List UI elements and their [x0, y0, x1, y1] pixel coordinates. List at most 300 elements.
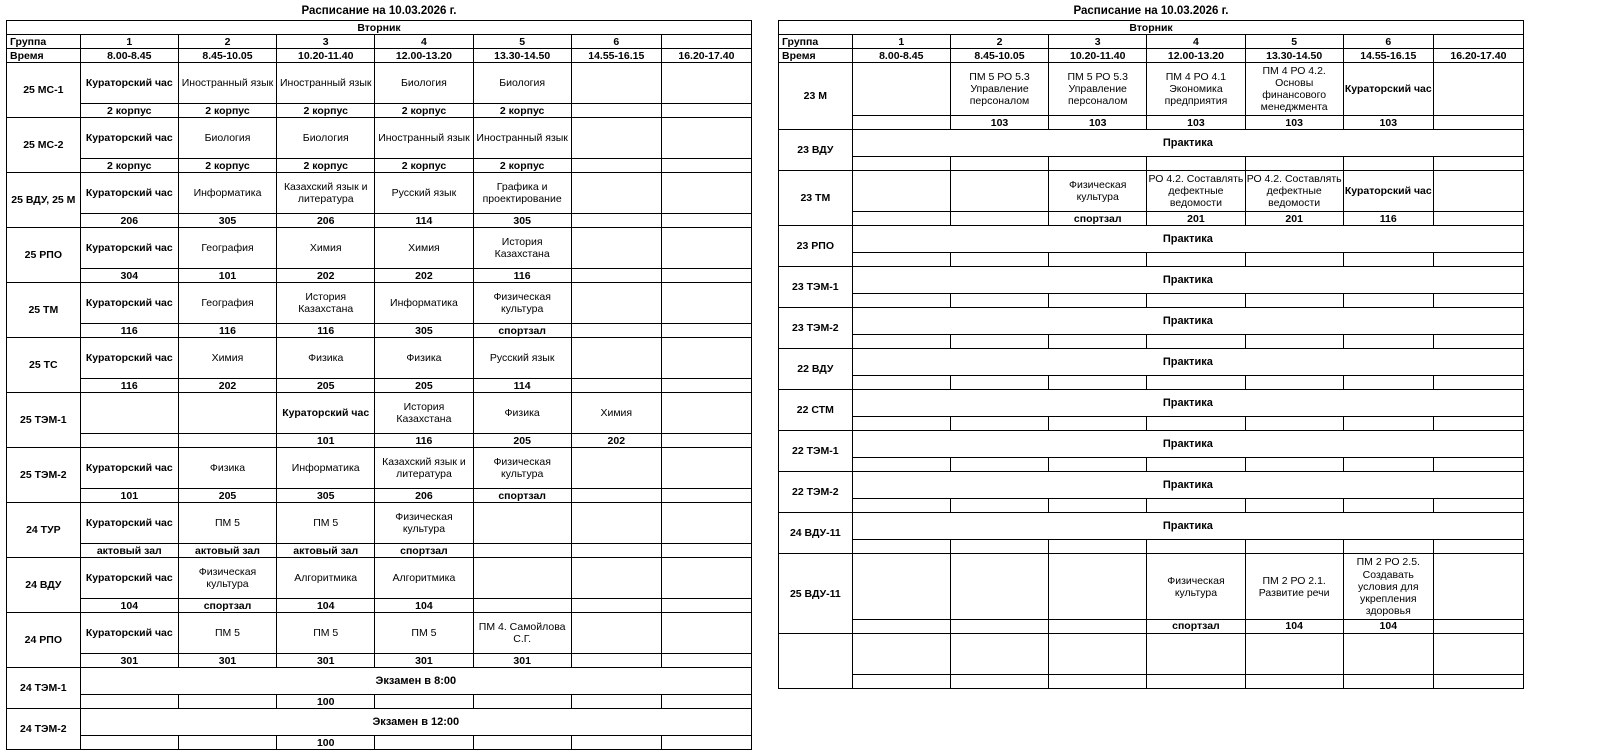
room-cell: 2 корпус — [277, 159, 375, 173]
room-cell: 101 — [178, 269, 276, 283]
right-title: Расписание на 10.03.2026 г. — [1073, 5, 1229, 17]
room-cell — [852, 116, 950, 130]
lesson-cell: Алгоритмика — [277, 558, 375, 599]
room-cell — [852, 540, 950, 554]
lesson-cell — [571, 118, 661, 159]
room-cell: 103 — [1343, 116, 1433, 130]
lesson-cell — [661, 393, 751, 434]
table-row — [779, 63, 1524, 116]
lesson-cell — [178, 393, 276, 434]
lesson-cell — [1433, 554, 1523, 619]
lesson-cell: Химия — [178, 338, 276, 379]
table-row-rooms — [7, 654, 752, 668]
lesson-cell: Кураторский час — [80, 338, 178, 379]
room-cell — [1245, 253, 1343, 267]
lesson-cell: История Казахстана — [473, 228, 571, 269]
time-slot-2: 8.45-10.05 — [950, 49, 1048, 63]
room-cell — [1049, 417, 1147, 431]
room-cell: 301 — [375, 654, 473, 668]
time-slot-2: 8.45-10.05 — [178, 49, 276, 63]
room-cell: спортзал — [375, 544, 473, 558]
room-cell — [852, 253, 950, 267]
table-row — [7, 709, 752, 736]
table-row — [7, 503, 752, 544]
room-cell — [1049, 619, 1147, 633]
room-cell — [1245, 540, 1343, 554]
lesson-cell: ПМ 2 РО 2.1. Развитие речи — [1245, 554, 1343, 619]
group-cell: 25 ТЭМ-1 — [7, 393, 81, 448]
lesson-cell: Графика и проектирование — [473, 173, 571, 214]
lesson-cell — [852, 554, 950, 619]
group-cell: 22 ТЭМ-2 — [779, 472, 853, 513]
time-label: Время — [779, 49, 853, 63]
header-group: Группа — [779, 35, 853, 49]
header-lesson-6: 6 — [1343, 35, 1433, 49]
room-cell — [1343, 253, 1433, 267]
group-cell: 22 ТЭМ-1 — [779, 431, 853, 472]
room-cell — [375, 736, 473, 750]
room-cell — [1245, 294, 1343, 308]
room-cell: 104 — [375, 599, 473, 613]
lesson-cell: Кураторский час — [80, 448, 178, 489]
lesson-cell: Кураторский час — [80, 118, 178, 159]
room-cell — [1245, 335, 1343, 349]
room-cell: 305 — [178, 214, 276, 228]
group-cell: 24 ВДУ-11 — [779, 513, 853, 554]
lesson-cell — [852, 633, 950, 674]
room-cell — [1433, 674, 1523, 688]
room-cell — [852, 674, 950, 688]
lesson-cell: Биология — [473, 63, 571, 104]
span-lesson-cell: Практика — [852, 267, 1523, 294]
span-lesson-cell: Практика — [852, 472, 1523, 499]
room-cell — [1433, 417, 1523, 431]
time-slot-1: 8.00-8.45 — [852, 49, 950, 63]
room-cell — [950, 499, 1048, 513]
table-row — [779, 308, 1524, 335]
lesson-cell: География — [178, 228, 276, 269]
time-slot-7: 16.20-17.40 — [1433, 49, 1523, 63]
room-cell: спортзал — [1049, 212, 1147, 226]
span-lesson-cell: Практика — [852, 431, 1523, 458]
lesson-cell: Физика — [473, 393, 571, 434]
room-cell: 104 — [277, 599, 375, 613]
table-row-rooms — [7, 269, 752, 283]
lesson-cell: ПМ 5 — [178, 503, 276, 544]
room-cell: 201 — [1245, 212, 1343, 226]
time-slot-3: 10.20-11.40 — [1049, 49, 1147, 63]
lesson-cell — [571, 63, 661, 104]
lesson-cell — [661, 558, 751, 599]
room-cell: 100 — [277, 736, 375, 750]
table-row — [779, 349, 1524, 376]
lesson-cell: Физика — [277, 338, 375, 379]
header-lesson-5: 5 — [473, 35, 571, 49]
lesson-cell: ПМ 5 — [375, 613, 473, 654]
room-cell — [661, 269, 751, 283]
room-cell: 2 корпус — [80, 104, 178, 118]
room-cell — [1433, 499, 1523, 513]
day-header-row — [779, 21, 1524, 35]
lesson-cell: Информатика — [277, 448, 375, 489]
table-row-rooms — [779, 376, 1524, 390]
room-cell: 116 — [277, 324, 375, 338]
group-cell: 25 РПО — [7, 228, 81, 283]
lesson-cell — [571, 338, 661, 379]
room-cell — [1343, 540, 1433, 554]
room-cell: 205 — [473, 434, 571, 448]
lesson-cell: Кураторский час — [1343, 63, 1433, 116]
room-cell — [1433, 376, 1523, 390]
room-cell — [1049, 157, 1147, 171]
room-cell — [661, 159, 751, 173]
room-cell: спортзал — [178, 599, 276, 613]
room-cell — [80, 434, 178, 448]
table-row — [7, 228, 752, 269]
room-cell: 301 — [277, 654, 375, 668]
span-lesson-cell: Практика — [852, 308, 1523, 335]
lesson-cell — [950, 171, 1048, 212]
room-cell — [950, 212, 1048, 226]
room-cell — [1147, 294, 1245, 308]
table-row — [7, 63, 752, 104]
lesson-cell — [661, 448, 751, 489]
lesson-cell — [852, 171, 950, 212]
table-row-rooms — [7, 489, 752, 503]
room-cell: 202 — [375, 269, 473, 283]
room-cell: 205 — [277, 379, 375, 393]
lesson-cell: Физическая культура — [375, 503, 473, 544]
right-schedule-table — [778, 20, 1524, 689]
column-header-row — [779, 35, 1524, 49]
room-cell — [1343, 335, 1433, 349]
header-spacer — [1433, 35, 1523, 49]
span-lesson-cell: Практика — [852, 390, 1523, 417]
lesson-cell: Информатика — [375, 283, 473, 324]
room-cell: 2 корпус — [473, 159, 571, 173]
lesson-cell: Кураторский час — [277, 393, 375, 434]
lesson-cell: Кураторский час — [80, 503, 178, 544]
table-row — [779, 554, 1524, 619]
table-row — [779, 130, 1524, 157]
table-row-rooms — [779, 157, 1524, 171]
table-row — [7, 613, 752, 654]
table-row — [7, 448, 752, 489]
table-row-rooms — [7, 736, 752, 750]
room-cell — [1049, 294, 1147, 308]
time-slot-4: 12.00-13.20 — [375, 49, 473, 63]
room-cell — [1147, 376, 1245, 390]
room-cell: 101 — [80, 489, 178, 503]
group-cell: 24 ТЭМ-1 — [7, 668, 81, 709]
lesson-cell: Биология — [277, 118, 375, 159]
room-cell — [1245, 417, 1343, 431]
room-cell — [661, 324, 751, 338]
room-cell — [661, 379, 751, 393]
room-cell: 202 — [277, 269, 375, 283]
group-cell: 25 ТМ — [7, 283, 81, 338]
lesson-cell: Кураторский час — [80, 63, 178, 104]
header-spacer — [661, 35, 751, 49]
lesson-cell: Химия — [375, 228, 473, 269]
table-row — [779, 226, 1524, 253]
day-label: Вторник — [779, 21, 1524, 35]
room-cell: 116 — [80, 379, 178, 393]
table-row-rooms — [779, 294, 1524, 308]
room-cell — [661, 104, 751, 118]
room-cell: 101 — [277, 434, 375, 448]
lesson-cell — [852, 63, 950, 116]
room-cell — [1433, 458, 1523, 472]
table-row-rooms — [779, 335, 1524, 349]
time-label: Время — [7, 49, 81, 63]
room-cell — [852, 417, 950, 431]
room-cell: 305 — [473, 214, 571, 228]
group-cell: 24 ВДУ — [7, 558, 81, 613]
lesson-cell — [661, 613, 751, 654]
lesson-cell — [571, 503, 661, 544]
right-panel — [778, 4, 1524, 750]
room-cell — [1245, 157, 1343, 171]
lesson-cell: Физическая культура — [1147, 554, 1245, 619]
room-cell — [661, 736, 751, 750]
room-cell — [1245, 499, 1343, 513]
room-cell — [1147, 335, 1245, 349]
table-row-rooms — [779, 417, 1524, 431]
lesson-cell — [473, 558, 571, 599]
room-cell: 2 корпус — [178, 104, 276, 118]
span-lesson-cell: Экзамен в 8:00 — [80, 668, 751, 695]
left-panel — [6, 4, 752, 750]
lesson-cell: Иностранный язык — [375, 118, 473, 159]
room-cell: 206 — [277, 214, 375, 228]
table-row — [7, 558, 752, 599]
group-cell: 23 ТЭМ-2 — [779, 308, 853, 349]
room-cell — [571, 654, 661, 668]
lesson-cell: Казахский язык и литература — [277, 173, 375, 214]
lesson-cell: Химия — [571, 393, 661, 434]
lesson-cell: Алгоритмика — [375, 558, 473, 599]
table-row — [7, 173, 752, 214]
room-cell — [473, 736, 571, 750]
lesson-cell — [80, 393, 178, 434]
lesson-cell — [571, 448, 661, 489]
room-cell — [1245, 674, 1343, 688]
room-cell: 206 — [375, 489, 473, 503]
header-lesson-5: 5 — [1245, 35, 1343, 49]
room-cell — [661, 544, 751, 558]
table-row-rooms — [779, 499, 1524, 513]
table-row-rooms — [779, 253, 1524, 267]
lesson-cell: ПМ 5 — [277, 503, 375, 544]
room-cell — [571, 599, 661, 613]
time-slot-6: 14.55-16.15 — [1343, 49, 1433, 63]
room-cell — [852, 294, 950, 308]
room-cell — [473, 544, 571, 558]
room-cell — [1049, 540, 1147, 554]
group-cell: 25 ВДУ, 25 М — [7, 173, 81, 228]
room-cell — [661, 434, 751, 448]
lesson-cell — [1049, 633, 1147, 674]
table-row — [779, 267, 1524, 294]
room-cell: 116 — [178, 324, 276, 338]
group-cell: 24 ТУР — [7, 503, 81, 558]
room-cell: 104 — [1245, 619, 1343, 633]
table-row-rooms — [7, 434, 752, 448]
lesson-cell: Казахский язык и литература — [375, 448, 473, 489]
room-cell — [571, 104, 661, 118]
room-cell — [1147, 417, 1245, 431]
lesson-cell: ПМ 2 РО 2.5. Создавать условия для укрепления здоровья — [1343, 554, 1433, 619]
table-row-rooms — [7, 159, 752, 173]
table-row — [7, 668, 752, 695]
room-cell — [950, 619, 1048, 633]
room-cell: актовый зал — [80, 544, 178, 558]
room-cell — [950, 417, 1048, 431]
lesson-cell: Русский язык — [473, 338, 571, 379]
room-cell: 103 — [950, 116, 1048, 130]
room-cell — [1343, 294, 1433, 308]
day-header-row — [7, 21, 752, 35]
room-cell — [1049, 253, 1147, 267]
room-cell — [1147, 674, 1245, 688]
group-cell — [779, 633, 853, 688]
room-cell: 304 — [80, 269, 178, 283]
room-cell — [1343, 674, 1433, 688]
room-cell — [1049, 674, 1147, 688]
lesson-cell: Физическая культура — [473, 283, 571, 324]
lesson-cell: История Казахстана — [277, 283, 375, 324]
room-cell: 201 — [1147, 212, 1245, 226]
room-cell — [1049, 458, 1147, 472]
room-cell: 116 — [473, 269, 571, 283]
room-cell — [661, 214, 751, 228]
lesson-cell — [1433, 63, 1523, 116]
room-cell — [661, 654, 751, 668]
room-cell — [661, 489, 751, 503]
room-cell: 103 — [1245, 116, 1343, 130]
room-cell: 205 — [178, 489, 276, 503]
room-cell: 114 — [375, 214, 473, 228]
group-cell: 23 М — [779, 63, 853, 130]
table-row-rooms — [7, 324, 752, 338]
header-lesson-4: 4 — [1147, 35, 1245, 49]
room-cell: спортзал — [473, 489, 571, 503]
table-row — [779, 390, 1524, 417]
group-cell: 23 ТМ — [779, 171, 853, 226]
room-cell: 104 — [80, 599, 178, 613]
room-cell: 205 — [375, 379, 473, 393]
room-cell: 305 — [277, 489, 375, 503]
room-cell: 116 — [375, 434, 473, 448]
time-row — [779, 49, 1524, 63]
time-slot-7: 16.20-17.40 — [661, 49, 751, 63]
span-lesson-cell: Практика — [852, 349, 1523, 376]
room-cell: 114 — [473, 379, 571, 393]
table-row-rooms — [779, 619, 1524, 633]
group-cell: 25 МС-2 — [7, 118, 81, 173]
room-cell: 2 корпус — [277, 104, 375, 118]
group-cell: 25 ВДУ-11 — [779, 554, 853, 633]
table-row — [779, 171, 1524, 212]
table-row-rooms — [7, 214, 752, 228]
room-cell — [1433, 294, 1523, 308]
room-cell: 116 — [80, 324, 178, 338]
lesson-cell: География — [178, 283, 276, 324]
table-row — [7, 338, 752, 379]
room-cell: 100 — [277, 695, 375, 709]
room-cell — [1433, 212, 1523, 226]
table-row-rooms — [779, 212, 1524, 226]
room-cell — [1433, 619, 1523, 633]
lesson-cell: Химия — [277, 228, 375, 269]
lesson-cell — [1433, 171, 1523, 212]
room-cell — [571, 269, 661, 283]
lesson-cell: Кураторский час — [80, 228, 178, 269]
lesson-cell — [661, 338, 751, 379]
room-cell — [1147, 157, 1245, 171]
room-cell — [1147, 458, 1245, 472]
column-header-row — [7, 35, 752, 49]
span-lesson-cell: Практика — [852, 130, 1523, 157]
header-lesson-1: 1 — [852, 35, 950, 49]
room-cell: 301 — [80, 654, 178, 668]
lesson-cell: Кураторский час — [80, 558, 178, 599]
room-cell: спортзал — [473, 324, 571, 338]
room-cell — [1049, 376, 1147, 390]
room-cell — [950, 674, 1048, 688]
lesson-cell — [1433, 633, 1523, 674]
room-cell — [852, 335, 950, 349]
header-lesson-2: 2 — [178, 35, 276, 49]
span-lesson-cell: Практика — [852, 226, 1523, 253]
day-label: Вторник — [7, 21, 752, 35]
room-cell: 2 корпус — [473, 104, 571, 118]
room-cell — [950, 335, 1048, 349]
room-cell — [661, 599, 751, 613]
room-cell: 2 корпус — [178, 159, 276, 173]
header-lesson-6: 6 — [571, 35, 661, 49]
lesson-cell — [571, 283, 661, 324]
lesson-cell: Биология — [178, 118, 276, 159]
time-row — [7, 49, 752, 63]
table-row — [7, 118, 752, 159]
lesson-cell: РО 4.2. Составлять дефектные ведомости — [1245, 171, 1343, 212]
lesson-cell: Физическая культура — [473, 448, 571, 489]
lesson-cell — [1343, 633, 1433, 674]
room-cell — [1147, 499, 1245, 513]
lesson-cell: Кураторский час — [80, 283, 178, 324]
lesson-cell: ПМ 5 РО 5.3 Управление персоналом — [1049, 63, 1147, 116]
group-cell: 22 ВДУ — [779, 349, 853, 390]
room-cell — [1343, 376, 1433, 390]
room-cell: 103 — [1049, 116, 1147, 130]
group-cell: 25 ТЭМ-2 — [7, 448, 81, 503]
room-cell — [1245, 376, 1343, 390]
lesson-cell: ПМ 4 РО 4.2. Основы финансового менеджмента — [1245, 63, 1343, 116]
room-cell — [950, 157, 1048, 171]
room-cell — [852, 458, 950, 472]
table-row-rooms — [7, 544, 752, 558]
room-cell — [1343, 157, 1433, 171]
time-slot-5: 13.30-14.50 — [473, 49, 571, 63]
span-lesson-cell: Практика — [852, 513, 1523, 540]
lesson-cell: ПМ 5 — [178, 613, 276, 654]
lesson-cell — [571, 558, 661, 599]
lesson-cell: Иностранный язык — [178, 63, 276, 104]
group-cell: 24 РПО — [7, 613, 81, 668]
table-row-rooms — [779, 540, 1524, 554]
